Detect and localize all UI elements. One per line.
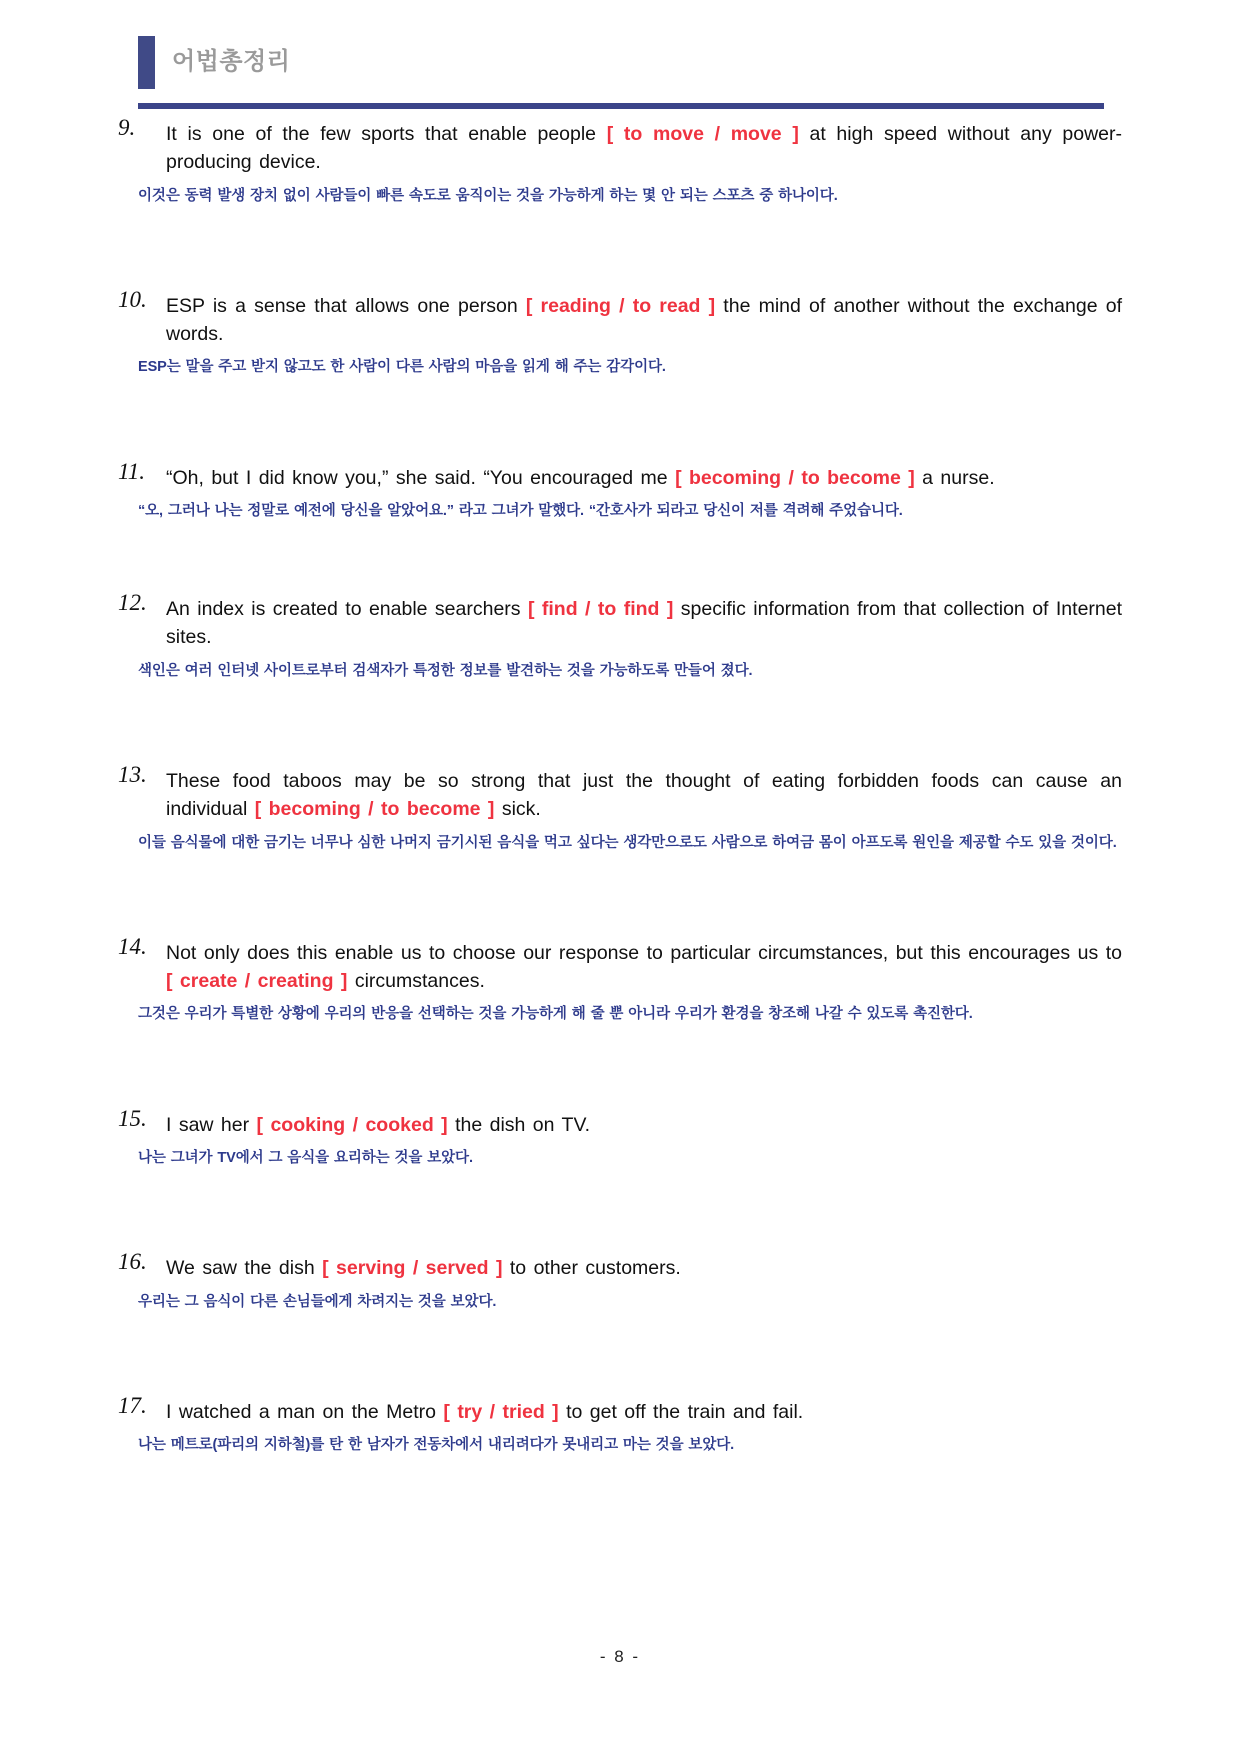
choice-options[interactable]: [ find / to find ] bbox=[527, 598, 674, 621]
question-sentence bbox=[166, 767, 1122, 824]
sentence-post-text: specific information from that collection of Internet sites. bbox=[166, 598, 1123, 649]
header-divider-line bbox=[138, 103, 1104, 109]
question-item-16 bbox=[0, 1249, 1240, 1312]
spacer bbox=[0, 1312, 1240, 1398]
choice-options[interactable]: [ to move / move ] bbox=[606, 123, 799, 145]
sentence-post-text: a nurse. bbox=[914, 466, 995, 489]
question-sentence bbox=[166, 1398, 1122, 1426]
sentence-pre-text: It is one of the few sports that enable people bbox=[166, 123, 607, 145]
page-title: 어법총정리 bbox=[172, 48, 291, 75]
spacer bbox=[0, 1168, 1240, 1254]
spacer bbox=[0, 1025, 1240, 1111]
spacer bbox=[0, 521, 1240, 595]
korean-translation: 우리는 그 음식이 다른 손님들에게 차려지는 것을 보았다. bbox=[138, 1293, 497, 1310]
korean-translation: 나는 그녀가 TV에서 그 음식을 요리하는 것을 보았다. bbox=[138, 1149, 473, 1166]
sentence-post-text: at high speed without any power-producing device. bbox=[166, 123, 1122, 174]
question-item-10 bbox=[0, 286, 1240, 378]
question-number: 16. bbox=[118, 1249, 147, 1275]
sentence-post-text: sick. bbox=[494, 798, 541, 821]
question-row bbox=[118, 1392, 1122, 1426]
korean-translation: 색인은 여러 인터넷 사이트로부터 검색자가 특정한 정보를 발견하는 것을 가능하도록 만들어 졌다. bbox=[138, 662, 753, 679]
question-sentence bbox=[166, 939, 1122, 996]
question-item-14 bbox=[0, 933, 1240, 1025]
choice-options[interactable]: [ becoming / to become ] bbox=[254, 798, 495, 821]
sentence-pre-text: Not only does this enable us to choose our response to particular circumstances, but this encourages us to bbox=[166, 941, 1122, 964]
question-number: 15. bbox=[118, 1105, 147, 1131]
sentence-post-text: to other customers. bbox=[502, 1257, 681, 1280]
choice-options[interactable]: [ create / creating ] bbox=[166, 970, 348, 993]
question-item-17 bbox=[0, 1392, 1240, 1456]
sentence-pre-text: I saw her bbox=[166, 1113, 257, 1136]
question-sentence bbox=[166, 464, 1122, 492]
sentence-post-text: the dish on TV. bbox=[447, 1113, 591, 1136]
question-item-11 bbox=[0, 458, 1240, 522]
question-item-15 bbox=[0, 1105, 1240, 1169]
korean-translation: 이것은 동력 발생 장치 없이 사람들이 빠른 속도로 움직이는 것을 가능하게 하는 몇 안 되는 스포츠 중 하나이다. bbox=[138, 187, 838, 204]
question-sentence bbox=[166, 292, 1122, 349]
page-number: - 8 - bbox=[599, 1647, 641, 1666]
korean-translation: 이들 음식물에 대한 금기는 너무나 심한 나머지 금기시된 음식을 먹고 싶다는 생각만으로도 사람으로 하여금 몸이 아프도록 원인을 제공할 수도 있을 것이다. bbox=[138, 834, 1117, 851]
sentence-pre-text: I watched a man on the Metro bbox=[166, 1400, 444, 1423]
spacer bbox=[0, 853, 1240, 939]
sentence-post-text: the mind of another without the exchange of words. bbox=[166, 294, 1122, 346]
sentence-pre-text: “Oh, but I did know you,” she said. “You encouraged me bbox=[166, 466, 676, 489]
korean-translation: “오, 그러나 나는 정말로 예전에 당신을 알았어요.” 라고 그녀가 말했다. “간호사가 되라고 당신이 저를 격려해 주었습니다. bbox=[138, 502, 903, 519]
question-row bbox=[118, 590, 1123, 652]
question-list bbox=[0, 115, 1240, 1455]
sentence-pre-text: We saw the dish bbox=[166, 1257, 323, 1280]
korean-translation: 나는 메트로(파리의 지하철)를 탄 한 남자가 전동차에서 내리려다가 못내리고 마는 것을 보았다. bbox=[138, 1437, 735, 1454]
question-sentence bbox=[166, 120, 1122, 177]
question-number: 17. bbox=[118, 1392, 147, 1418]
question-sentence bbox=[166, 595, 1122, 652]
question-number: 9. bbox=[118, 115, 136, 140]
question-item-12 bbox=[0, 590, 1240, 681]
header-accent-bar bbox=[138, 36, 155, 89]
sentence-post-text: circumstances. bbox=[347, 970, 485, 993]
question-number: 14. bbox=[118, 933, 147, 959]
choice-options[interactable]: [ becoming / to become ] bbox=[675, 466, 915, 489]
choice-options[interactable]: [ serving / served ] bbox=[322, 1257, 503, 1280]
question-row bbox=[118, 458, 1122, 492]
question-sentence bbox=[166, 1254, 1122, 1282]
question-number: 11. bbox=[118, 458, 146, 484]
choice-options[interactable]: [ try / tried ] bbox=[443, 1400, 559, 1423]
page-header bbox=[0, 0, 1240, 120]
question-number: 13. bbox=[118, 762, 147, 788]
sentence-pre-text: These food taboos may be so strong that just the thought of eating forbidden foods can cause an individual bbox=[166, 770, 1122, 821]
question-row bbox=[118, 933, 1122, 996]
question-row bbox=[118, 1249, 1122, 1282]
sentence-post-text: to get off the train and fail. bbox=[558, 1400, 804, 1423]
korean-translation: ESP는 말을 주고 받지 않고도 한 사람이 다른 사람의 마음을 읽게 해 주는 감각이다. bbox=[138, 359, 666, 376]
question-number: 10. bbox=[118, 286, 147, 312]
spacer bbox=[0, 206, 1240, 292]
question-item-9 bbox=[0, 115, 1240, 206]
question-row bbox=[118, 762, 1122, 824]
korean-translation: 그것은 우리가 특별한 상황에 우리의 반응을 선택하는 것을 가능하게 해 줄 뿐 아니라 우리가 환경을 창조해 나갈 수 있도록 촉진한다. bbox=[138, 1006, 973, 1023]
question-sentence bbox=[166, 1111, 1122, 1139]
spacer bbox=[0, 378, 1240, 464]
question-item-13 bbox=[0, 762, 1240, 853]
choice-options[interactable]: [ reading / to read ] bbox=[525, 294, 716, 317]
question-row bbox=[118, 115, 1122, 177]
spacer bbox=[0, 681, 1240, 767]
sentence-pre-text: ESP is a sense that allows one person bbox=[166, 294, 526, 317]
sentence-pre-text: An index is created to enable searchers bbox=[166, 598, 528, 621]
question-number: 12. bbox=[118, 590, 147, 616]
page-footer bbox=[0, 1647, 1240, 1667]
question-row bbox=[118, 1105, 1122, 1139]
question-row bbox=[118, 286, 1122, 349]
choice-options[interactable]: [ cooking / cooked ] bbox=[256, 1113, 448, 1136]
